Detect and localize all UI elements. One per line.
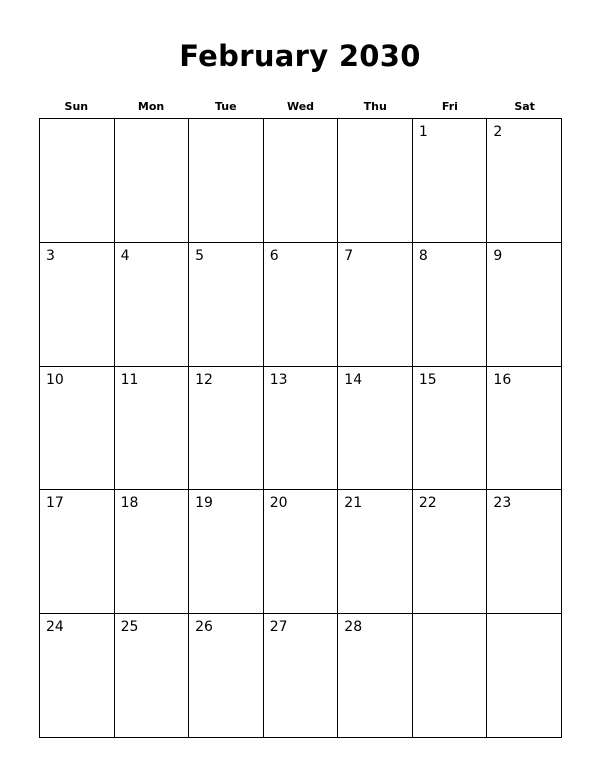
day-number: 21 (344, 495, 363, 512)
day-number: 27 (269, 619, 288, 636)
day-number: 23 (493, 495, 512, 512)
day-number: 24 (46, 619, 64, 636)
day-cell (264, 614, 339, 738)
day-cell (413, 119, 488, 243)
day-cell (338, 243, 413, 367)
day-number: 16 (493, 371, 512, 388)
weekday-label-tue: Tue (214, 100, 237, 113)
day-number: 7 (344, 247, 354, 264)
day-cell (40, 614, 115, 738)
weekday-label-thu: Thu (363, 100, 387, 113)
day-cell (189, 614, 264, 738)
day-cell (115, 243, 190, 367)
day-cell (487, 243, 562, 367)
day-number: 18 (120, 495, 139, 512)
day-cell (115, 367, 190, 491)
day-number: 19 (195, 495, 213, 512)
day-cell (189, 243, 264, 367)
day-number: 12 (195, 371, 213, 388)
day-cell (338, 490, 413, 614)
day-number: 13 (269, 371, 288, 388)
day-number: 17 (46, 495, 64, 512)
day-cell (487, 490, 562, 614)
day-cell (413, 243, 488, 367)
day-number: 8 (418, 247, 428, 264)
day-cell (189, 490, 264, 614)
day-number: 20 (269, 495, 288, 512)
empty-day-cell (413, 614, 488, 738)
day-cell (413, 490, 488, 614)
day-cell (264, 490, 339, 614)
day-cell (264, 243, 339, 367)
day-number: 6 (269, 247, 279, 264)
empty-day-cell (338, 119, 413, 243)
day-cell (264, 367, 339, 491)
weekday-label-sun: Sun (64, 100, 89, 113)
empty-day-cell (487, 614, 562, 738)
day-cell (487, 119, 562, 243)
day-number: 22 (418, 495, 437, 512)
weekday-label-fri: Fri (441, 100, 458, 113)
day-number: 4 (120, 247, 130, 264)
day-number: 28 (344, 619, 363, 636)
day-cell (40, 490, 115, 614)
day-cell (338, 367, 413, 491)
day-cell (115, 614, 190, 738)
day-number: 26 (195, 619, 213, 636)
day-cell (40, 367, 115, 491)
day-cell (487, 367, 562, 491)
weekday-label-sat: Sat (514, 100, 535, 113)
day-cell (189, 367, 264, 491)
day-cell (338, 614, 413, 738)
calendar-grid (39, 118, 562, 738)
day-number: 15 (418, 371, 437, 388)
day-number: 14 (344, 371, 363, 388)
weekday-label-wed: Wed (286, 100, 315, 113)
day-number: 1 (418, 124, 428, 140)
day-number: 5 (195, 247, 205, 264)
day-cell (413, 367, 488, 491)
empty-day-cell (264, 119, 339, 243)
day-number: 11 (120, 371, 139, 388)
day-number: 2 (493, 124, 503, 140)
day-number: 10 (46, 371, 64, 388)
weekday-label-mon: Mon (137, 100, 165, 113)
day-number: 3 (46, 247, 55, 264)
day-cell (40, 243, 115, 367)
day-cell (115, 490, 190, 614)
calendar-title: February 2030 (179, 39, 421, 73)
day-number: 25 (120, 619, 139, 636)
weekday-header-row (39, 97, 562, 117)
empty-day-cell (115, 119, 190, 243)
empty-day-cell (40, 119, 115, 243)
day-number: 9 (493, 247, 503, 264)
empty-day-cell (189, 119, 264, 243)
